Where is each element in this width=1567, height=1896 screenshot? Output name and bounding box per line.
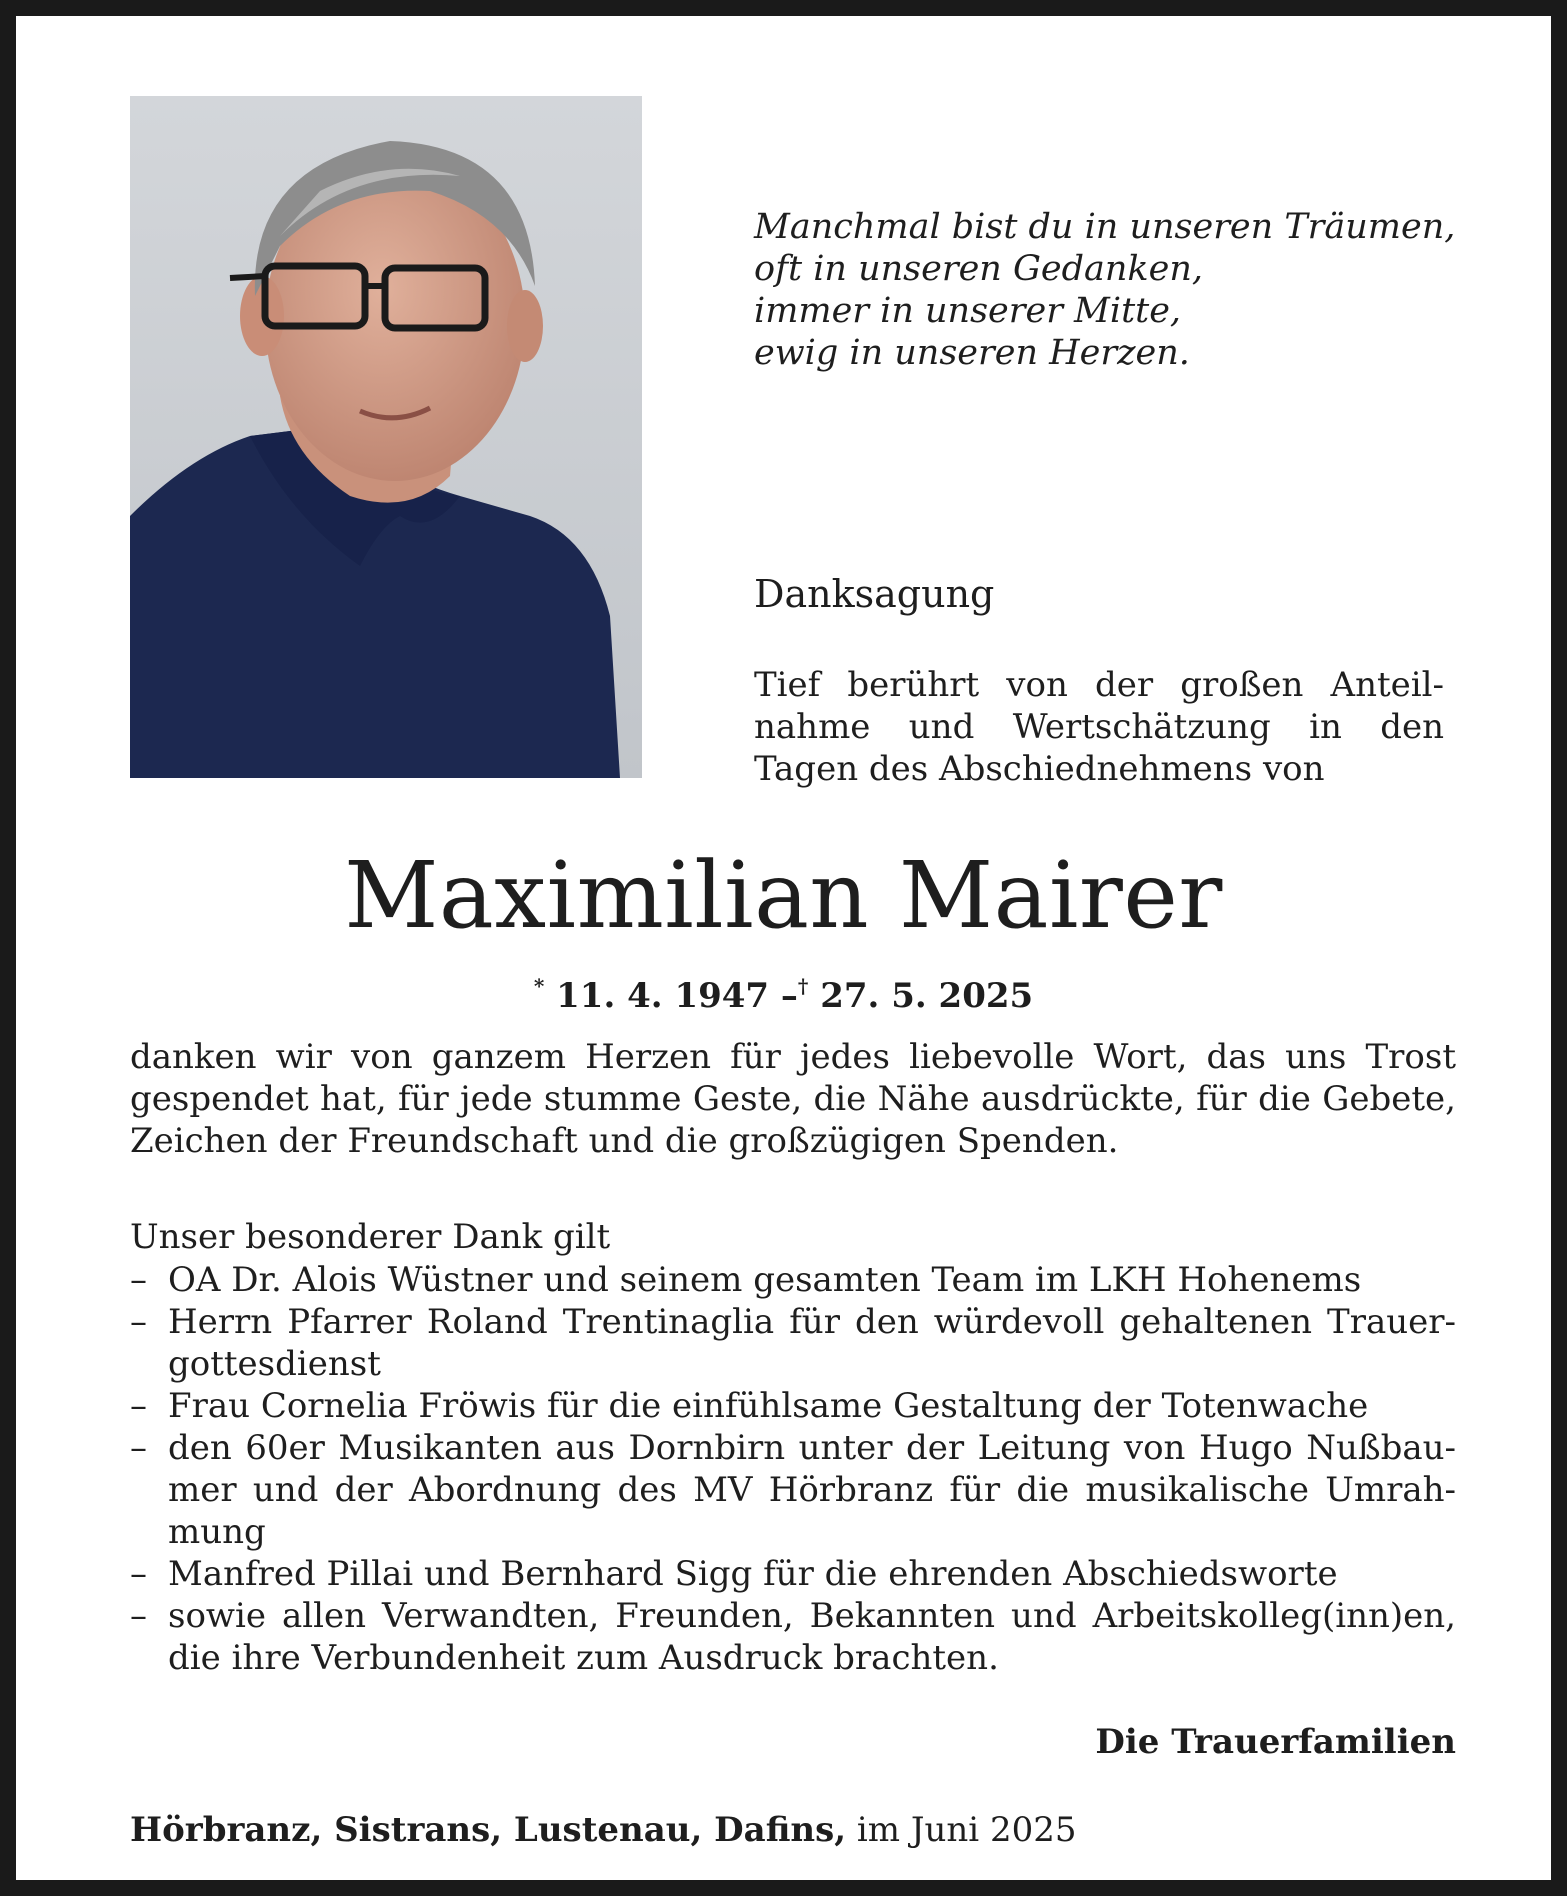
list-item <box>130 1553 1456 1595</box>
list-item-line: den 60er Musikanten aus Dornbirn unter der Leitung von Hugo Nußbau- <box>168 1428 1456 1468</box>
body-line: gespendet hat, für jede stumme Geste, die Nähe ausdrückte, für die Gebete, <box>130 1079 1456 1119</box>
obituary-card <box>16 16 1551 1880</box>
list-item-line: die ihre Verbundenheit zum Ausdruck brachten. <box>168 1638 999 1678</box>
list-item <box>130 1595 1456 1679</box>
list-dash: – <box>130 1596 147 1636</box>
poem-line: oft in unseren Gedanken, <box>754 249 1204 289</box>
body-line: danken wir von ganzem Herzen für jedes liebevolle Wort, das uns Trost <box>130 1037 1456 1077</box>
place-date: im Juni 2025 <box>856 1810 1077 1850</box>
place-towns: Hörbranz, Sistrans, Lustenau, Dafins, <box>130 1810 847 1850</box>
portrait-image <box>130 96 642 778</box>
deceased-name: Maximilian Mairer <box>344 842 1223 949</box>
list-item-line: Herrn Pfarrer Roland Trentinaglia für den würdevoll gehaltenen Trauer- <box>168 1302 1456 1342</box>
poem-line: Manchmal bist du in unseren Träumen, <box>754 207 1456 247</box>
list-item-line: sowie allen Verwandten, Freunden, Bekannten und Arbeitskolleg(inn)en, <box>168 1596 1456 1636</box>
list-dash: – <box>130 1428 147 1468</box>
list-item <box>130 1427 1456 1553</box>
list-dash: – <box>130 1554 147 1594</box>
list-item <box>130 1385 1456 1427</box>
body-line: Zeichen der Freundschaft und die großzügigen Spenden. <box>130 1121 1119 1161</box>
intro-line: Tagen des Abschiednehmens von <box>754 749 1325 789</box>
list-item <box>130 1301 1456 1385</box>
death-date: 27. 5. 2025 <box>820 976 1034 1016</box>
life-dates <box>16 966 1551 1016</box>
intro-line: nahme und Wertschätzung in den <box>754 707 1444 747</box>
signature: Die Trauerfamilien <box>1095 1722 1456 1762</box>
place-and-date <box>130 1809 1076 1851</box>
list-item-line: mung <box>168 1512 266 1552</box>
date-separator: – <box>780 976 798 1016</box>
poem-line: ewig in unseren Herzen. <box>754 333 1190 373</box>
birth-date: 11. 4. 1947 <box>556 976 770 1016</box>
portrait-photo <box>130 96 642 778</box>
list-dash: – <box>130 1260 147 1300</box>
intro-line: Tief berührt von der großen Anteil- <box>754 665 1444 705</box>
list-item-line: Frau Cornelia Fröwis für die einfühlsame Gestaltung der Totenwache <box>168 1386 1369 1426</box>
poem <box>754 206 1454 374</box>
list-dash: – <box>130 1302 147 1342</box>
birth-symbol: * <box>533 974 545 998</box>
list-dash: – <box>130 1386 147 1426</box>
death-symbol: † <box>797 974 809 998</box>
thanks-paragraph <box>130 1036 1456 1162</box>
list-item-line: OA Dr. Alois Wüstner und seinem gesamten Team im LKH Hohenems <box>168 1260 1362 1300</box>
list-item-line: mer und der Abordnung des MV Hörbranz für die musikalische Umrah- <box>168 1470 1456 1510</box>
thanks-intro: Unser besonderer Dank gilt <box>130 1217 611 1257</box>
list-item-line: Manfred Pillai und Bernhard Sigg für die ehrenden Abschiedsworte <box>168 1554 1338 1594</box>
list-item-line: gottesdienst <box>168 1344 381 1384</box>
list-item <box>130 1259 1456 1301</box>
thanks-list <box>130 1259 1456 1679</box>
intro-paragraph <box>754 664 1444 790</box>
heading-danksagung: Danksagung <box>754 572 995 616</box>
poem-line: immer in unserer Mitte, <box>754 291 1182 331</box>
